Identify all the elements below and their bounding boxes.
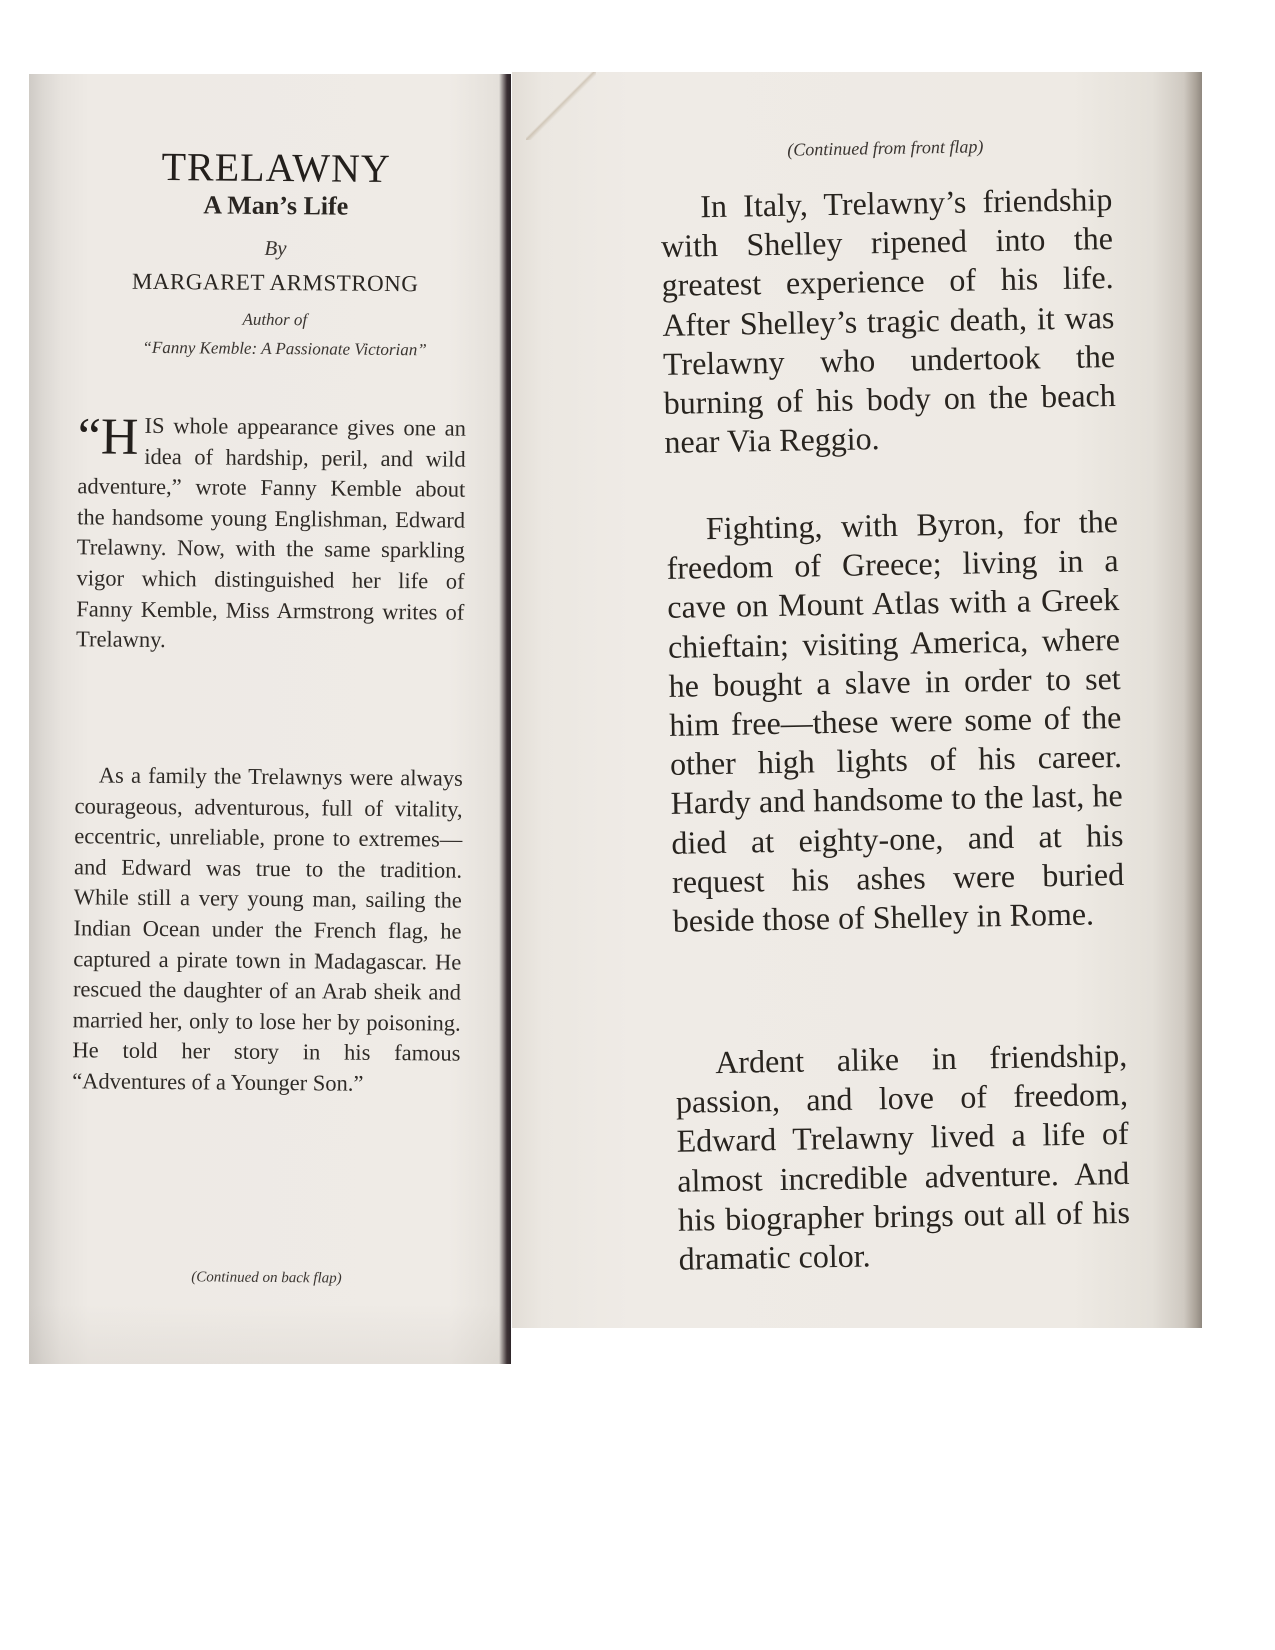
back-flap-paragraph: Fighting, with Byron, for the freedom of Greece; living in a cave on Mount Atlas with a Greek chieftain; visiting America, where he bought a slave in order to set him free—these were some of the other high lights of his career. Hardy and handsome to the last, he died at eighty-one, and at his request his ashes were buried beside those of Shelley in Rome. bbox=[666, 502, 1125, 939]
front-flap-photo bbox=[29, 74, 511, 1364]
continued-from-front-note: (Continued from front flap) bbox=[787, 136, 984, 160]
by-line: By bbox=[264, 235, 287, 261]
author-of-label: Author of bbox=[242, 309, 308, 330]
photo-shadow bbox=[29, 1304, 511, 1364]
paper-fold-crease bbox=[526, 72, 596, 140]
book-title: TRELAWNY bbox=[161, 143, 391, 191]
front-flap bbox=[64, 74, 479, 1364]
author-name: MARGARET ARMSTRONG bbox=[131, 268, 419, 297]
book-subtitle: A Man’s Life bbox=[203, 190, 349, 221]
front-flap-paragraph: As a family the Trelawnys were always courageous, adventurous, full of vitality, eccentric, unreliable, prone to extremes—and Edward was true to the tradition. While still a very young man, sailing the Indian Ocean under the French flag, he captured a pirate town in Madagascar. He rescued the daughter of an Arab sheik and married her, only to lose her by poisoning. He told her story in his famous “Adventures of a Younger Son.” bbox=[72, 762, 463, 1096]
back-flap-paragraph: In Italy, Trelawny’s friendship with Shelley ripened into the greatest experience of his life. After Shelley’s tragic death, it was Trelawny who undertook the burning of his body on the beach near Via Reggio. bbox=[660, 181, 1116, 461]
back-flap-paragraph: Ardent alike in friendship, passion, and love of freedom, Edward Trelawny lived a life of almost incredible adventure. And his biographer brings out all of his dramatic color. bbox=[675, 1036, 1131, 1277]
drop-cap: “H bbox=[77, 408, 139, 466]
continued-on-back-note: (Continued on back flap) bbox=[191, 1269, 342, 1287]
previous-book-title: “Fanny Kemble: A Passionate Victorian” bbox=[142, 337, 427, 360]
back-flap-photo bbox=[512, 72, 1202, 1328]
front-paragraph-1-text: IS whole appearance gives one an idea of hardship, peril, and wild adventure,” wrote Fanny Kemble about the handsome young Englishman, Edward Trelawny. Now, with the same sparkling vigor which distinguished her life of Fanny Kemble, Miss Armstrong writes of Trelawny. bbox=[75, 412, 467, 653]
back-flap bbox=[658, 72, 1132, 1328]
front-flap-paragraph bbox=[76, 410, 466, 658]
